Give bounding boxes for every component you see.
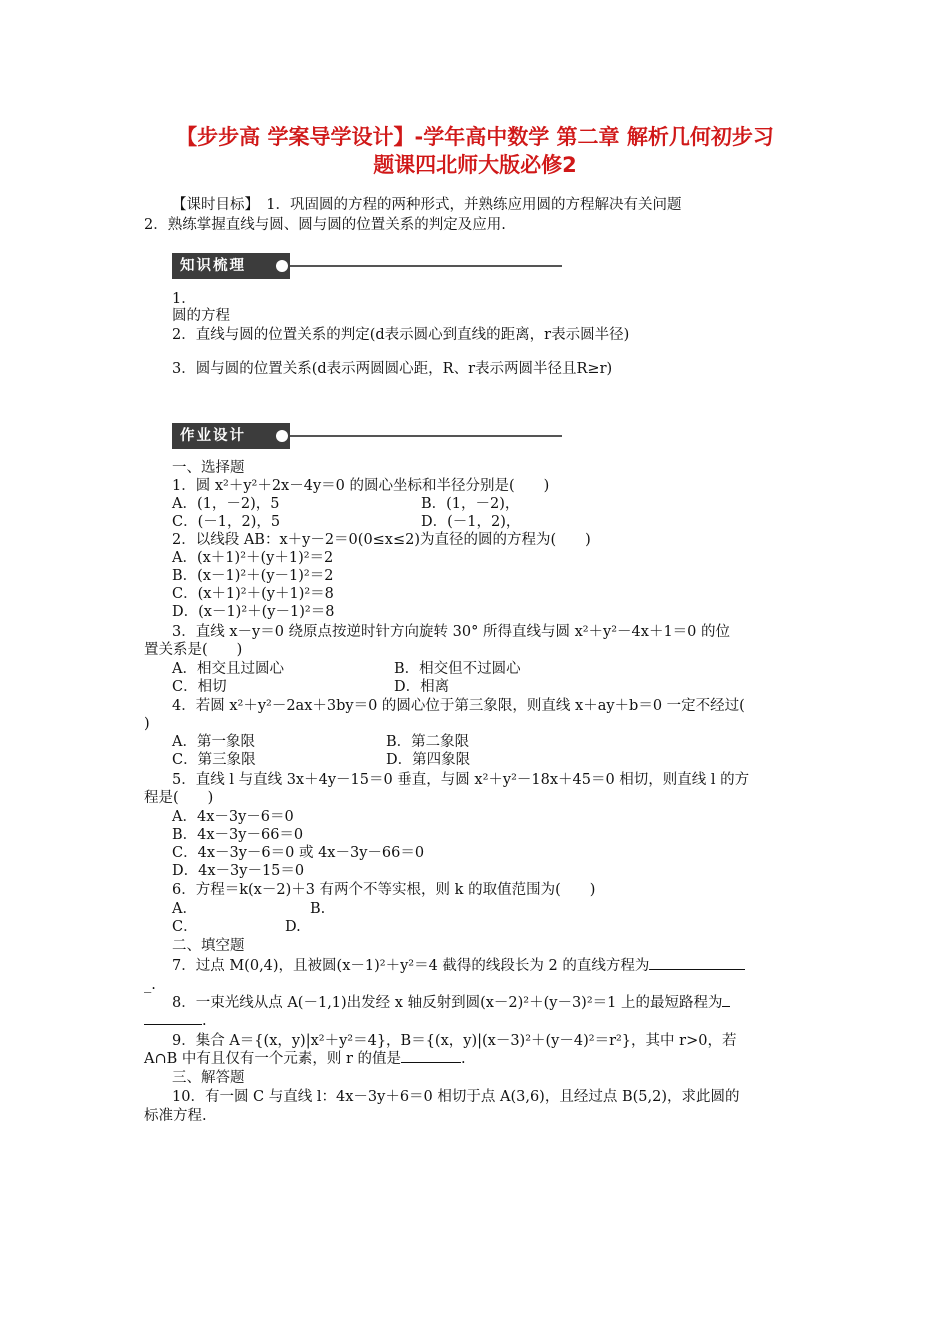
answer-blank: [144, 1024, 202, 1025]
answer-blank: [401, 1062, 461, 1063]
section-label: 作业设计: [172, 423, 290, 449]
question-3-cont: 置关系是( ): [144, 642, 243, 658]
option: D.: [285, 919, 301, 935]
option: C．(－1，2)，5: [172, 514, 281, 530]
question-5: 5．直线 l 与直线 3x＋4y－15＝0 垂直，与圆 x²＋y²－18x＋45＝0 相切，则直线 l 的方: [172, 772, 750, 788]
option: D．第四象限: [386, 752, 471, 768]
answer-blank: [722, 1006, 730, 1007]
option: B．(1，－2)，: [421, 496, 520, 512]
part-heading: 三、解答题: [172, 1070, 245, 1086]
question-8-text: 8．一束光线从点 A(－1,1)出发经 x 轴反射到圆(x－2)²＋(y－3)²＝1 上的最短路程为: [172, 995, 723, 1011]
option: C．: [172, 919, 198, 935]
option: A．(x＋1)²＋(y＋1)²＝2: [172, 550, 334, 566]
option: B．相交但不过圆心: [394, 661, 521, 677]
option: A．相交且过圆心: [172, 661, 284, 677]
doc-title-line-1: 【步步高 学案导学设计】-学年高中数学 第二章 解析几何初步习: [176, 125, 774, 149]
question-7-text: 7．过点 M(0,4)，且被圆(x－1)²＋y²＝4 截得的线段长为 2 的直线方程为: [172, 958, 650, 974]
question-9: 9．集合 A＝{(x，y)|x²＋y²＝4}，B＝{(x，y)|(x－3)²＋(y－4)²＝r²}，其中 r>0，若: [172, 1033, 737, 1049]
knowledge-item-2: 2．直线与圆的位置关系的判定(d表示圆心到直线的距离，r表示圆半径): [172, 327, 630, 343]
question-5-cont: 程是( ): [144, 790, 214, 806]
section-header-homework: [172, 423, 562, 451]
option: C．4x－3y－6＝0 或 4x－3y－66＝0: [172, 845, 425, 861]
question-6: 6．方程＝k(x－2)＋3 有两个不等实根，则 k 的取值范围为( ): [172, 882, 596, 898]
question-10: 10．有一圆 C 与直线 l：4x－3y＋6＝0 相切于点 A(3,6)，且经过点 B(5,2)，求此圆的: [172, 1089, 740, 1105]
section-rule: [290, 265, 562, 267]
doc-title-line-2: 题课四北师大版必修2: [373, 153, 577, 177]
bullet-dot-icon: [276, 260, 288, 272]
question-8-cont: .: [144, 1012, 207, 1030]
question-10-cont: 标准方程.: [144, 1108, 207, 1124]
question-4-cont: ): [144, 716, 150, 732]
answer-blank: [649, 969, 745, 970]
option: C．(x＋1)²＋(y＋1)²＝8: [172, 586, 334, 602]
option: C．相切: [172, 679, 227, 695]
option: B．(x－1)²＋(y－1)²＝2: [172, 568, 334, 584]
knowledge-text: 圆的方程: [172, 308, 230, 324]
option: A．(1，－2)，5: [172, 496, 280, 512]
knowledge-item-3: 3．圆与圆的位置关系(d表示两圆圆心距，R、r表示两圆半径且R≥r): [172, 361, 613, 377]
question-4: 4．若圆 x²＋y²－2ax＋3by＝0 的圆心位于第三象限，则直线 x＋ay＋b＝0 一定不经过(: [172, 698, 745, 714]
question-7: [172, 957, 745, 975]
option: A．: [172, 901, 197, 917]
option: D．相离: [394, 679, 450, 695]
bullet-dot-icon: [276, 430, 288, 442]
question-3: 3．直线 x－y＝0 绕原点按逆时针方向旋转 30° 所得直线与圆 x²＋y²－4x＋1＝0 的位: [172, 624, 731, 640]
objectives-line-2: 2．熟练掌握直线与圆、圆与圆的位置关系的判定及应用.: [144, 217, 506, 233]
question-7-cont: _.: [144, 977, 156, 993]
knowledge-item-1: 1．: [172, 291, 196, 307]
option: C．第三象限: [172, 752, 256, 768]
option: A．第一象限: [172, 734, 255, 750]
option: B．第二象限: [386, 734, 470, 750]
part-heading: 二、填空题: [172, 938, 245, 954]
section-rule: [290, 435, 562, 437]
question-9-text: A∩B 中有且仅有一个元素，则 r 的值是: [144, 1051, 402, 1067]
objectives-line-1: 【课时目标】 1．巩固圆的方程的两种形式，并熟练应用圆的方程解决有关问题: [172, 197, 682, 213]
section-label: 知识梳理: [172, 253, 290, 279]
question-8: [172, 994, 730, 1012]
part-heading: 一、选择题: [172, 460, 245, 476]
option: A．4x－3y－6＝0: [172, 809, 294, 825]
option: D．(－1，2)，: [421, 514, 521, 530]
question-1: 1．圆 x²＋y²＋2x－4y＝0 的圆心坐标和半径分别是( ): [172, 478, 550, 494]
section-header-knowledge: [172, 253, 562, 281]
option: D．4x－3y－15＝0: [172, 863, 305, 879]
question-9-end: .: [461, 1051, 466, 1067]
option: D．(x－1)²＋(y－1)²＝8: [172, 604, 335, 620]
option: B.: [310, 901, 326, 917]
question-9-cont: [144, 1050, 466, 1068]
question-2: 2．以线段 AB：x＋y－2＝0(0≤x≤2)为直径的圆的方程为( ): [172, 532, 591, 548]
option: B．4x－3y－66＝0: [172, 827, 304, 843]
